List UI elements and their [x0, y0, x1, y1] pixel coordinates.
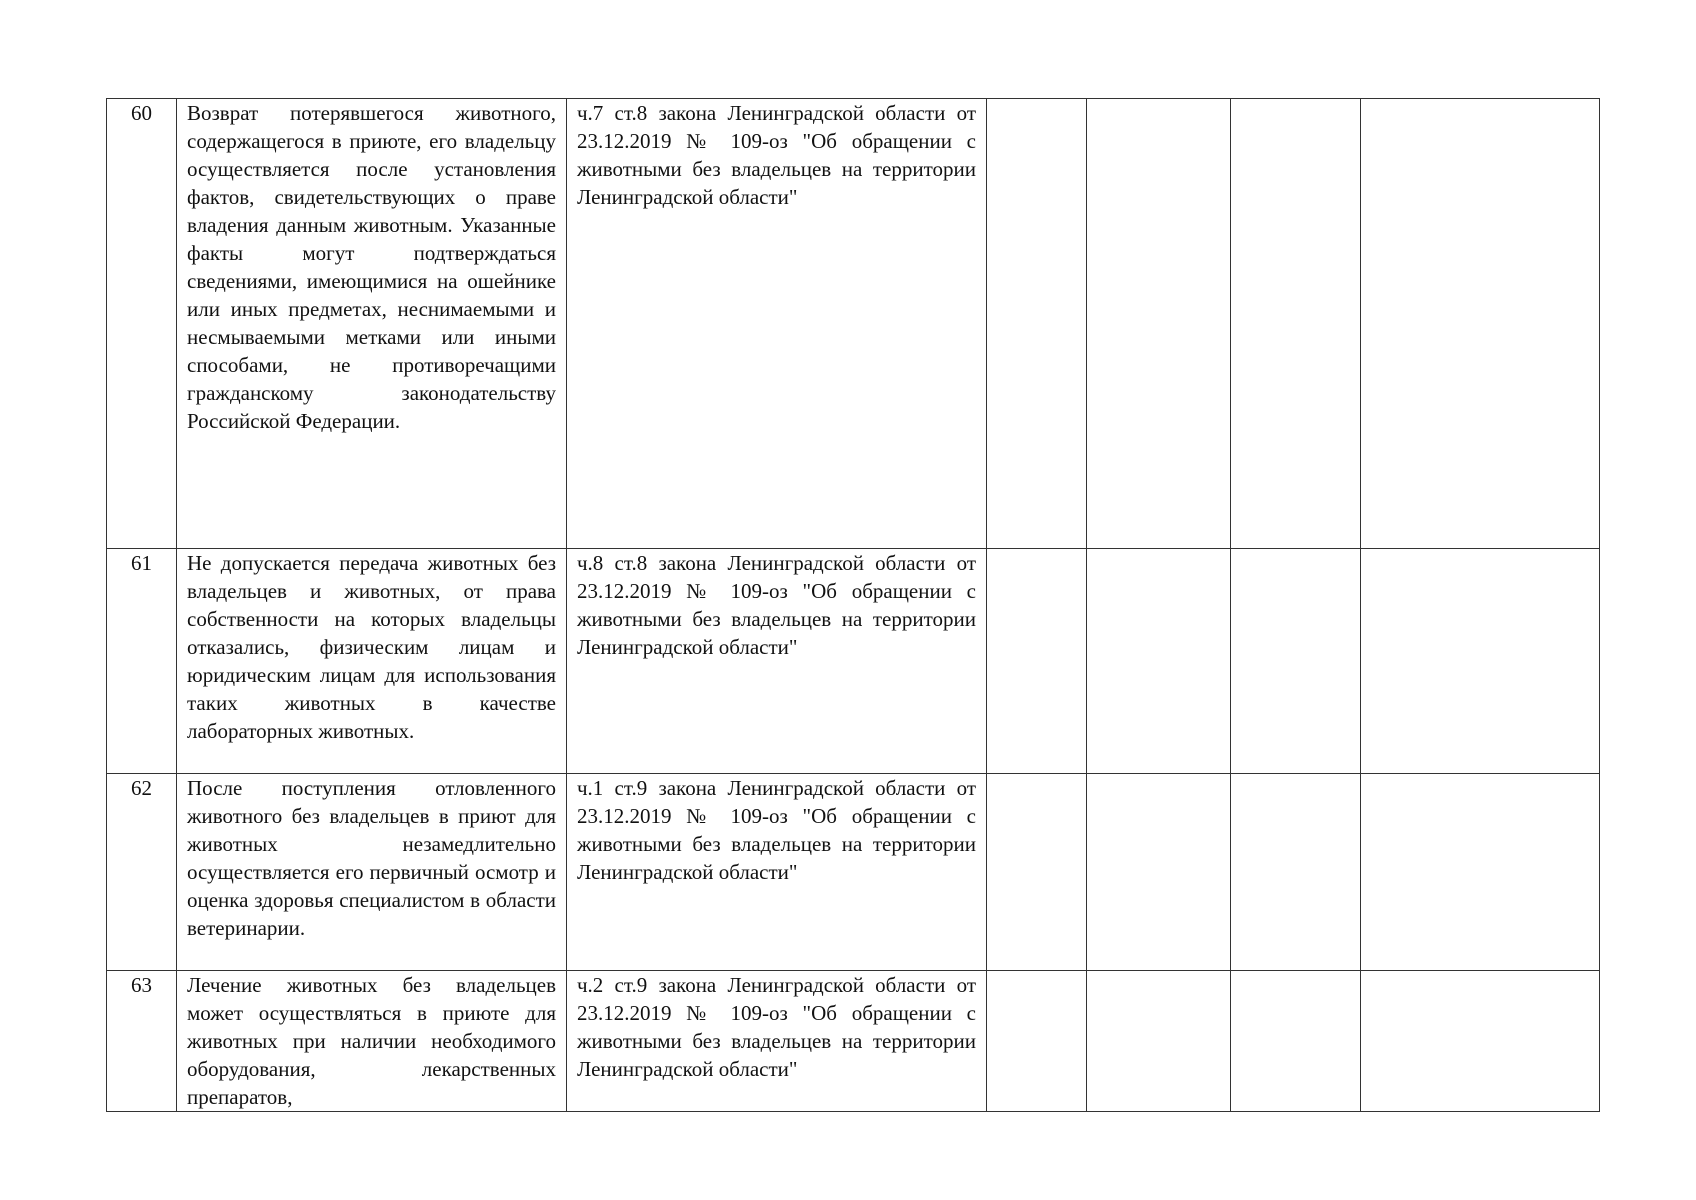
requirement-text: Лечение животных без владельцев может осуществляться в приюте для животных при наличии необходимого оборудования, лекарственных препаратов, — [177, 971, 567, 1112]
row-number: 60 — [107, 99, 177, 549]
empty-cell — [1231, 99, 1361, 549]
requirements-table — [106, 98, 1600, 1112]
requirement-text: После поступления отловленного животного без владельцев в приют для животных незамедлительно осуществляется его первичный осмотр и оценка здоровья специалистом в области ветеринарии. — [177, 774, 567, 971]
empty-cell — [987, 774, 1087, 971]
empty-cell — [987, 549, 1087, 774]
empty-cell — [1231, 774, 1361, 971]
row-number: 63 — [107, 971, 177, 1112]
legal-reference: ч.1 ст.9 закона Ленинградской области от 23.12.2019 № 109-оз "Об обращении с животными без владельцев на территории Ленинградской области" — [567, 774, 987, 971]
empty-cell — [1361, 971, 1600, 1112]
requirement-text: Возврат потерявшегося животного, содержащегося в приюте, его владельцу осуществляется после установления фактов, свидетельствующих о праве владения данным животным. Указанные факты могут подтверждаться сведениями, имеющимися на ошейнике или иных предметах, неснимаемыми и несмываемыми метками или иными способами, не противоречащими гражданскому законодательству Российской Федерации. — [177, 99, 567, 549]
table-row — [107, 99, 1600, 549]
table-row — [107, 971, 1600, 1112]
row-number: 61 — [107, 549, 177, 774]
empty-cell — [1087, 971, 1231, 1112]
row-number: 62 — [107, 774, 177, 971]
table-row — [107, 774, 1600, 971]
empty-cell — [1361, 774, 1600, 971]
empty-cell — [987, 99, 1087, 549]
empty-cell — [1361, 99, 1600, 549]
legal-reference: ч.2 ст.9 закона Ленинградской области от 23.12.2019 № 109-оз "Об обращении с животными без владельцев на территории Ленинградской области" — [567, 971, 987, 1112]
empty-cell — [1087, 549, 1231, 774]
table-row — [107, 549, 1600, 774]
requirement-text: Не допускается передача животных без владельцев и животных, от права собственности на которых владельцы отказались, физическим лицам и юридическим лицам для использования таких животных в качестве лабораторных животных. — [177, 549, 567, 774]
empty-cell — [1361, 549, 1600, 774]
empty-cell — [1231, 549, 1361, 774]
empty-cell — [987, 971, 1087, 1112]
empty-cell — [1087, 99, 1231, 549]
legal-reference: ч.7 ст.8 закона Ленинградской области от 23.12.2019 № 109-оз "Об обращении с животными без владельцев на территории Ленинградской области" — [567, 99, 987, 549]
legal-reference: ч.8 ст.8 закона Ленинградской области от 23.12.2019 № 109-оз "Об обращении с животными без владельцев на территории Ленинградской области" — [567, 549, 987, 774]
empty-cell — [1087, 774, 1231, 971]
empty-cell — [1231, 971, 1361, 1112]
